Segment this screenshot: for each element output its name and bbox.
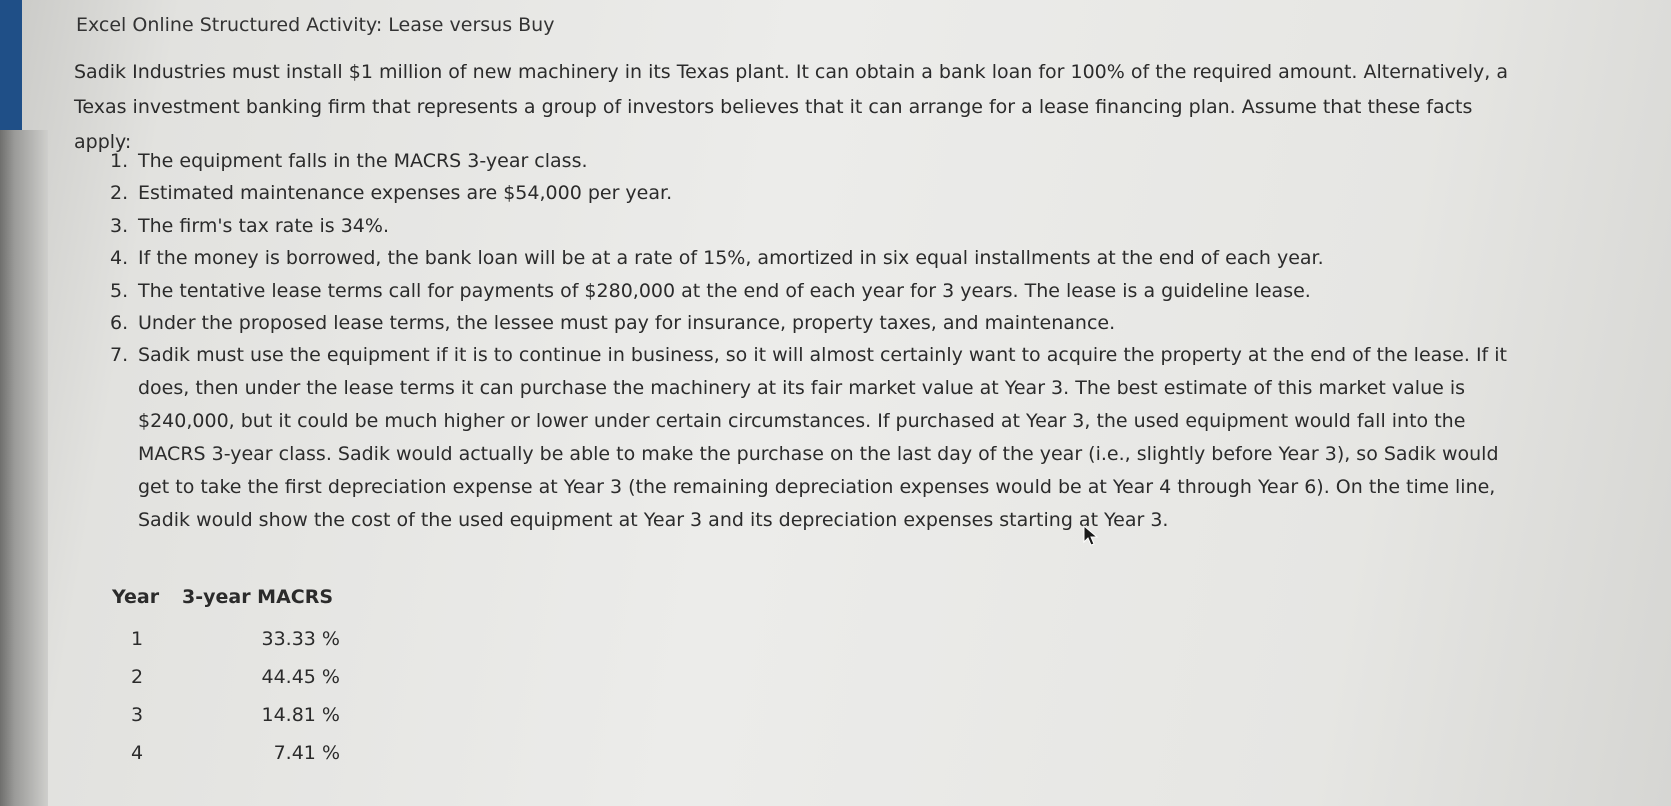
fact-item bbox=[98, 145, 1538, 177]
fact-text: Under the proposed lease terms, the lessee must pay for insurance, property taxes, and maintenance. bbox=[138, 312, 1116, 335]
table-row bbox=[112, 658, 362, 696]
year-cell: 2 bbox=[130, 666, 144, 688]
fact-number: 5. bbox=[110, 279, 129, 302]
fact-item bbox=[98, 307, 1538, 339]
activity-panel bbox=[48, 0, 1671, 806]
fact-number: 7. bbox=[110, 344, 129, 367]
fact-text: The tentative lease terms call for payments of $280,000 at the end of each year for 3 years. The lease is a guideline lease. bbox=[138, 279, 1311, 302]
rate-cell: 33.33 % bbox=[261, 628, 340, 650]
table-row bbox=[112, 734, 362, 772]
rate-cell: 7.41 % bbox=[273, 742, 340, 764]
rate-cell: 14.81 % bbox=[261, 704, 340, 726]
macrs-column-header: 3-year MACRS bbox=[182, 586, 334, 608]
year-cell: 3 bbox=[130, 704, 144, 726]
fact-text: The equipment falls in the MACRS 3-year class. bbox=[138, 150, 588, 172]
fact-item bbox=[98, 339, 1538, 537]
fact-item bbox=[98, 275, 1538, 307]
fact-text: Sadik must use the equipment if it is to continue in business, so it will almost certainly want to acquire the property at the end of the lease. If it does, then under the lease terms it can purchase the machinery at its fair market value at Year 3. The best estimate of this market value is $240,000, but it could be much higher or lower under certain circumstances. If purchased at Year 3, the used equipment would fall into the MACRS 3-year class. Sadik would actually be able to make the purchase on the last day of the year (i.e., slightly before Year 3), so Sadik would get to take the first depreciation expense at Year 3 (the remaining depreciation expenses would be at Year 4 through Year 6). On the time line, Sadik would show the cost of the used equipment at Year 3 and its depreciation expenses starting at Year 3. bbox=[138, 344, 1508, 532]
mouse-cursor-icon bbox=[1083, 525, 1099, 547]
table-row bbox=[112, 620, 362, 658]
macrs-table bbox=[112, 582, 362, 772]
macrs-header-row bbox=[112, 582, 362, 620]
left-accent-bar bbox=[0, 0, 22, 130]
fact-text: Estimated maintenance expenses are $54,000 per year. bbox=[138, 182, 673, 205]
year-column-header: Year bbox=[112, 586, 160, 608]
fact-item bbox=[98, 210, 1538, 242]
year-cell: 1 bbox=[130, 628, 144, 650]
fact-number: 2. bbox=[110, 182, 129, 205]
fact-number: 6. bbox=[110, 312, 129, 335]
facts-list bbox=[98, 145, 1538, 537]
fact-text: The firm's tax rate is 34%. bbox=[138, 214, 389, 237]
fact-item bbox=[98, 242, 1538, 274]
rate-cell: 44.45 % bbox=[261, 666, 340, 688]
problem-intro: Sadik Industries must install $1 million of new machinery in its Texas plant. It can obtain a bank loan for 100% of the required amount. Alternatively, a Texas investment banking firm that represents a group of investors believes that it can arrange for a lease financing plan. Assume that these facts apply: bbox=[74, 61, 1508, 153]
year-cell: 4 bbox=[130, 742, 144, 764]
fact-number: 4. bbox=[110, 247, 129, 270]
table-row bbox=[112, 696, 362, 734]
fact-text: If the money is borrowed, the bank loan will be at a rate of 15%, amortized in six equal installments at the end of each year. bbox=[138, 247, 1324, 270]
fact-item bbox=[98, 177, 1538, 209]
left-edge-shadow bbox=[0, 130, 48, 806]
activity-title: Excel Online Structured Activity: Lease versus Buy bbox=[76, 14, 555, 36]
fact-number: 1. bbox=[110, 150, 129, 172]
fact-number: 3. bbox=[110, 214, 129, 237]
